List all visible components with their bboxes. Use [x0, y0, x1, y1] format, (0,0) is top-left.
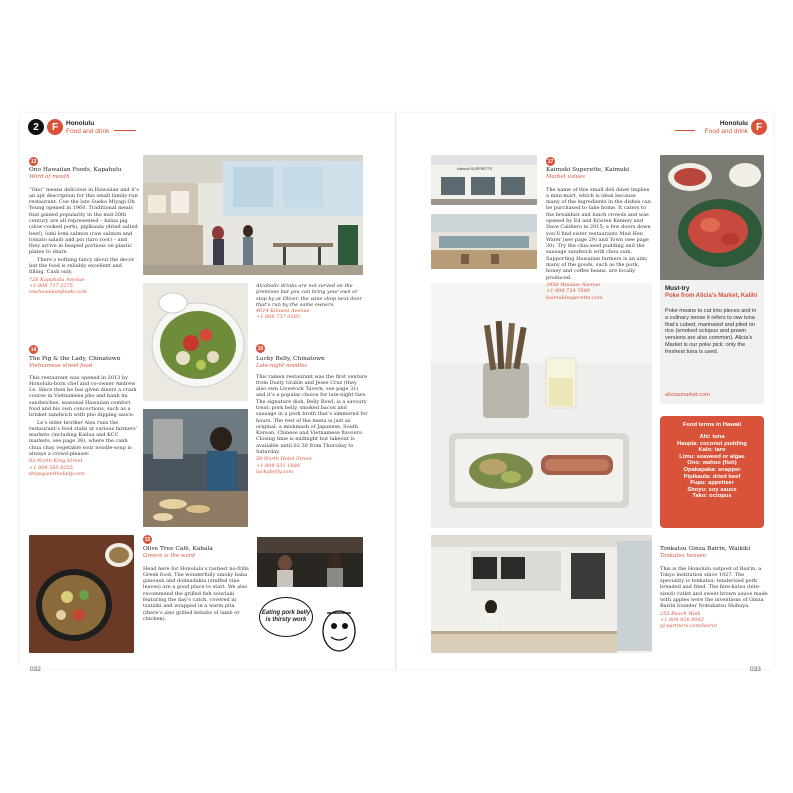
entry-16-num-text: 16 — [257, 345, 264, 352]
entry-13-num-text: 13 — [30, 158, 37, 165]
entry-17 — [546, 167, 651, 301]
magazine-spread — [20, 113, 773, 673]
section-letter: F — [51, 121, 59, 133]
food-terms-box — [660, 416, 764, 528]
entry-16-body: This ramen restaurant was the first venture from Dusty Grable and Jesse Cruz (they also own Livestock Tavern, see page 31) and it’s a popular choice for late-night fare. The signature dish, Belly Bowl, is a savoury treat: pork belly, smoked bacon and sausage in a pork broth that’s simmered for hours. The rest of the menu is just as original: a mishmash of Japanese, South Korean, Chinese and Vietnamese flavours. Closing time is midnight but takeout is available until 02.30 from Thursday to Saturday. — [256, 373, 368, 456]
entry-16 — [256, 356, 368, 475]
entry-14-number — [29, 345, 38, 354]
plate-and-bucket-photo — [431, 283, 652, 528]
food-term-item: Haupia: coconut pudding — [677, 440, 747, 447]
entry-13-address: 726 Kapahulu Avenue — [29, 276, 85, 283]
entry-18-title: Tonkatsu Ginza Bairin, Waikiki — [660, 546, 751, 552]
food-term-item: Ono: wahoo (fish) — [687, 460, 737, 467]
entry-14-body-1: This restaurant was opened in 2013 by Honolulu-born chef and co-owner Andrew Le. Since then he has given diners a crash course in Vietnamese pho and banh mi sandwiches, seasonal Hawaiian comfort food and his own concoctions, such as a brisket sandwich with pho dipping sauce. — [29, 374, 137, 419]
entry-16-phone: +1 808 531 1888 — [256, 462, 300, 469]
entry-13-body-2: There’s nothing fancy about the decor but the food is reliably excellent and filling. Cash only. — [29, 256, 135, 276]
must-try-box — [660, 280, 764, 404]
section-letter-badge — [47, 119, 63, 135]
salad-bowl-photo — [143, 283, 248, 401]
entry-18 — [660, 546, 768, 629]
header-city-right: Honolulu — [719, 120, 748, 127]
must-try-heading: Must-try — [665, 285, 690, 292]
entry-14 — [29, 356, 139, 477]
noodle-bowl-image — [29, 535, 134, 653]
entry-16-number — [256, 344, 265, 353]
entry-13-subtitle: Word of mouth — [29, 174, 70, 180]
chapter-number-badge — [28, 119, 44, 135]
right-page-number: 033 — [750, 666, 761, 673]
entry-17-title: Kaimuki Superette, Kaimuki — [546, 167, 630, 173]
store-sign: Kaimuki SUPERETTE — [457, 167, 493, 171]
food-term-item: Shoyu: soy sauce — [687, 486, 737, 493]
salad-bowl-image — [143, 283, 248, 401]
entry-13-extra-address: 4614 Kilauea Avenue — [256, 308, 310, 315]
food-term-item: Tako: octopus — [692, 493, 732, 500]
food-term-item: Opakapaka: snapper — [683, 466, 741, 473]
entry-14-website[interactable]: thepigandthelady.com — [29, 470, 85, 477]
pork-belly-cartoon — [257, 593, 363, 655]
entry-17-body: The name of this small deli diner implies a mini-mart, which is ideal because many of the ingredients in the dishes can be purchased to take home. It caters to the breakfast and lunch crowds and was opened by Ed and Kristen Kenney and Dave Caldiero in 2015; a few doors down you’ll find sister restaurants Mud Hen Water (see page 29) and Town (see page 30). Try the chia-seed pudding and the sausage sandwich with chou sum. Supporting Hawaiian farmers is an aim; many of the goods, such as the pork, honey and coffee beans, are locally produced. — [546, 186, 651, 281]
entry-16-website[interactable]: luckybelly.com — [256, 468, 294, 475]
food-term-item: Kalo: taro — [698, 447, 726, 454]
entry-14-subtitle: Vietnamese street food — [29, 363, 93, 369]
food-term-item: Ahi: tuna — [699, 434, 725, 440]
chef-cooking-photo — [143, 409, 248, 527]
poke-photo — [660, 155, 764, 280]
entry-16-address: 50 North Hotel Street — [256, 456, 312, 463]
entry-15-body: Head here for Honolulu’s tastiest no-frills Greek food. The wonderfully smoky baba ganoush and dolmadakia (stuffed vine leaves) are a good place to start. We also recommend the grilled fish souvlaki featuring the day’s catch, covered in tzatziki and wrapped in a warm pita (there’s also grilled kebabs of lamb or chicken). — [143, 565, 249, 622]
lucky-belly-image — [257, 537, 363, 587]
food-term-item: Limu: seaweed or algae — [679, 453, 745, 460]
storefront-image — [431, 155, 537, 205]
entry-15-number — [143, 535, 152, 544]
entry-18-phone: +1 808 926 8082 — [660, 616, 704, 623]
left-page-number: 032 — [30, 666, 41, 673]
counter-image — [431, 214, 537, 269]
entry-13-extra — [256, 283, 366, 321]
entry-16-title: Lucky Belly, Chinatown — [256, 356, 325, 362]
cartoon-caption: Eating pork belly is thirsty work — [261, 610, 311, 623]
entry-17-number — [546, 157, 555, 166]
entry-15-subtitle: Greece is the word — [143, 553, 195, 559]
entry-16-subtitle: Late-night noodles — [256, 363, 308, 369]
cafe-interior-image — [143, 155, 363, 275]
entry-17-subtitle: Market values — [546, 174, 586, 180]
entry-15-title: Olive Tree Café, Kahala — [143, 546, 213, 552]
entry-15 — [143, 546, 253, 623]
cafe-interior-photo — [143, 155, 363, 275]
entry-14-num-text: 14 — [30, 346, 37, 353]
header-section: Food and drink — [66, 128, 110, 135]
header-rule-right — [675, 130, 695, 131]
chef-cooking-image — [143, 409, 248, 527]
entry-17-phone: +1 808 734 7800 — [546, 288, 590, 295]
entry-14-phone: +1 808 585 8255 — [29, 464, 73, 471]
food-term-item: Pupu: appetiser — [690, 480, 734, 487]
must-try-body: Poke means to cut into pieces and in a culinary sense it refers to raw tuna that’s cubed, marinated and piled on rice (smoked octopus and prawn versions are also common). Alicia’s Market is our poke pick: only the freshest tuna is used. — [665, 308, 757, 355]
entry-15-num-text: 15 — [144, 536, 151, 543]
entry-14-address: 83 North King Street — [29, 458, 83, 465]
entry-17-num-text: 17 — [547, 158, 554, 165]
chapter-number: 2 — [33, 121, 39, 133]
tonkatsu-counter-photo — [431, 535, 652, 653]
superette-storefront-photo — [431, 155, 537, 205]
entry-18-website[interactable]: pj-partners.com/bairin — [660, 623, 717, 630]
entry-17-website[interactable]: kaimukisuperette.com — [546, 294, 603, 301]
entry-13-website[interactable]: onohawaiianfoods.com — [29, 289, 87, 296]
section-letter-badge-right — [751, 119, 767, 135]
entry-13-extra-text: Alcoholic drinks are not served on the premises but you can bring your own or stop by at Oliver, the wine shop next door that’s run by the same owners. — [256, 283, 362, 308]
lucky-belly-photo — [257, 537, 363, 587]
entry-13-extra-phone: +1 808 737 0303 — [256, 314, 300, 321]
entry-13-number — [29, 157, 38, 166]
entry-18-address: 255 Beach Walk — [660, 610, 701, 617]
food-terms-title: Food terms in Hawaii — [682, 422, 742, 428]
entry-13-body-1: “Ono” means delicious in Hawaiian and it’s an apt description for this small family-run restaurant. Cue the late Sueko Miyagi Oh Young opened in 1960. Traditional meals that gained popularity in the mid-20th century are all represented – kalua pig (slow-cooked pork), pipikaula (dried salted beef), lomi lomi salmon (raw salmon and tomato salad) and poi (taro root) – and they arrive in heaped portions on plastic plates to share. — [29, 186, 139, 256]
plate-and-bucket-image — [431, 283, 652, 528]
entry-17-address: 3458 Waialae Avenue — [546, 281, 601, 288]
tonkatsu-counter-image — [431, 535, 652, 653]
poke-image — [660, 155, 764, 280]
header-section-right: Food and drink — [704, 128, 748, 135]
entry-13-title: Ono Hawaiian Foods, Kapahulu — [29, 167, 122, 173]
header-city: Honolulu — [66, 120, 95, 127]
section-letter-right: F — [755, 121, 763, 133]
must-try-website[interactable]: aliciasmarket.com — [665, 392, 710, 398]
entry-14-body-2: Le’s elder brother Alex runs the restaurant’s food stalls at various farmers’ markets (including Kailua and KCC markets, see page 38), where the canh chua chay vegetable sour noodle-soup is always a crowd-pleaser. — [29, 419, 138, 458]
food-terms-list — [660, 434, 764, 500]
entry-18-subtitle: Tonkatsu heaven — [660, 553, 707, 559]
header-rule — [114, 130, 136, 131]
food-term-item: Pipikaula: dried beef — [683, 473, 741, 480]
page-fold — [395, 113, 397, 669]
cartoon-speech-bubble — [259, 597, 313, 637]
must-try-title: Poke from Alicia’s Market, Kalihi — [665, 293, 758, 299]
superette-counter-photo — [431, 214, 537, 269]
entry-13 — [29, 167, 139, 296]
entry-13-phone: +1 808 737 2275 — [29, 282, 73, 289]
entry-18-body: This is the Honolulu outpost of Bairin, a Tokyo institution since 1927. The speciality is tonkatsu: tenderised pork breaded and fried. The hire-katsu (bite-sized) cutlet and sweet brown sauce made with apples were the inventions of Ginza Bairin founder Nobukatsu Shibuya. — [660, 565, 768, 610]
entry-14-title: The Pig & the Lady, Chinatown — [29, 356, 121, 362]
noodle-bowl-photo — [29, 535, 134, 653]
